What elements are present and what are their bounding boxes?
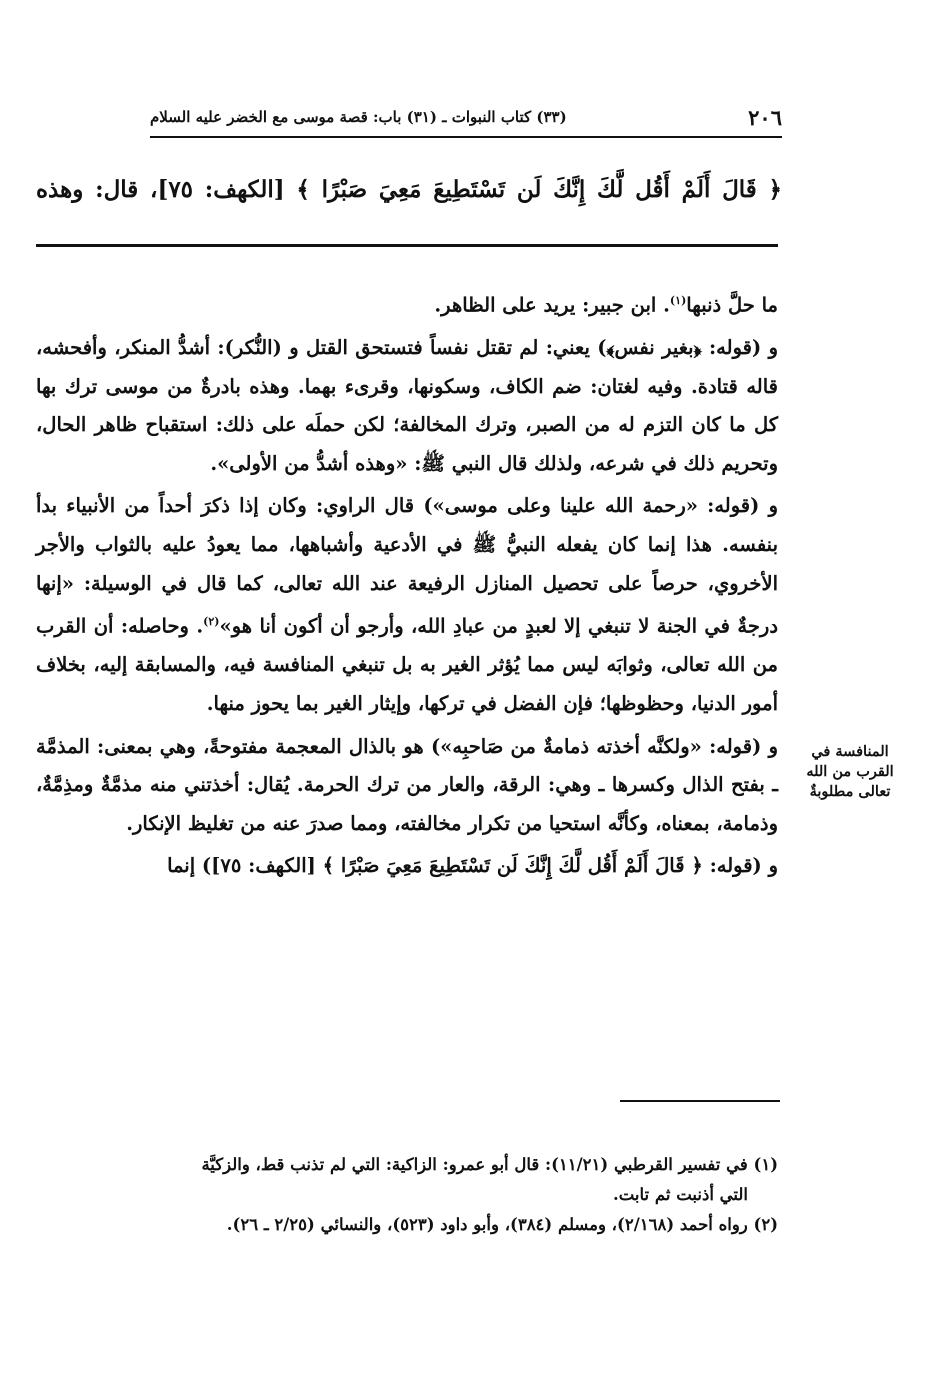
footnote-ref-1[interactable]: (١) (669, 294, 687, 307)
p1-rest: . ابن جبير: يريد على الظاهر. (434, 293, 670, 317)
margin-note-line-1: المنافسة في (811, 743, 889, 760)
footnote-rule (620, 1100, 780, 1102)
running-title: (٣٣) كتاب النبوات ـ (٣١) باب: قصة موسى مع الخضر عليه السلام (150, 108, 567, 126)
header-rule (150, 136, 782, 138)
margin-note-line-3: تعالى مطلوبةٌ (809, 783, 891, 800)
p3-text-b: . وحاصله: أن القرب من الله تعالى، وثوابَه ليس مما يُؤثر الغير به بل تنبغي المنافسة فيه، والمسابقة إليه، بخلاف أمور الدنيا، وحظوظها؛ فإن الفضل في تركها، وإيثار الغير بما يحوز منها. (36, 614, 778, 715)
footnote-ref-2[interactable]: (٢) (203, 615, 220, 629)
paragraph-5: و (قوله: ﴿ قَالَ أَلَمْ أَقُل لَّكَ إِنَّكَ لَن تَسْتَطِيعَ مَعِيَ صَبْرًا ﴾ [الكهف: ٧٥]) إنما (167, 854, 778, 878)
commentary-body (36, 282, 778, 890)
margin-note-line-2: القرب من الله (806, 763, 894, 780)
footnotes (36, 1150, 778, 1240)
footnote-2: (٢) رواه أحمد (٢/١٦٨)، ومسلم (٣٨٤)، وأبو داود (٥٢٣)، والنسائي (٢/٢٥ ـ ٢٦). (226, 1215, 778, 1234)
paragraph-2: و (قوله: ﴿بغير نفس﴾) يعني: لم تقتل نفساً فتستحق القتل و (النُّكر): أشدُّ المنكر، وأفحشه، قاله قتادة. وفيه لغتان: ضم الكاف، وسكونها، وقرىء بهما. وهذه بادرةٌ من موسى ترك بها كل ما كان التزم له من الصبر، وترك المخالفة؛ لكن حملَه على ذلك: استقباح ظاهر الحال، وتحريم ذلك في شرعه، ولذلك قال النبي ﷺ: «وهذه أشدُّ من الأولى». (36, 336, 778, 475)
footnote-1-continued: التي أذنبت ثم تابت. (612, 1185, 748, 1204)
paragraph-4: و (قوله: «ولكنَّه أخذته ذمامةٌ من صَاحبِه») هو بالذال المعجمة مفتوحةً، وهي بمعنى: المذمَّة ـ بفتح الذال وكسرها ـ وهي: الرقة، والعار من ترك الحرمة. يُقال: أخذتني منه مذمَّةٌ ومذِمَّةٌ، وذمامة، بمعناه، وكأنَّه استحيا من تكرار مخالفته، ومما صدرَ عنه من تغليظ الإنكار. (36, 734, 778, 835)
paragraph-3 (36, 487, 778, 723)
p3-text-a: و (قوله: «رحمة الله علينا وعلى موسى») قال الراوي: وكان إذا ذكرَ أحداً من الأنبياء بدأ بنفسه. هذا إنما كان يفعله النبيُّ ﷺ في الأدعية وأشباهها، مما يعودُ عليه بالثواب والأجر الأخروي، حرصاً على تحصيل المنازل الرفيعة عند الله تعالى، كما قال في الوسيلة: «إنها درجةٌ في الجنة لا تنبغي إلا لعبدٍ من عبادِ الله، وأرجو أن أكون أنا هو» (36, 494, 779, 638)
paragraph-1 (36, 282, 778, 325)
p1-text: ما حلَّ ذنبها (686, 293, 778, 317)
page-number: ٢٠٦ (748, 104, 782, 130)
margin-note (788, 742, 912, 802)
carryover-verse-line: ﴿ قَالَ أَلَمْ أَقُل لَّكَ إِنَّكَ لَن تَسْتَطِيعَ مَعِيَ صَبْرًا ﴾ [الكهف: ٧٥]، قال: وهذه (36, 176, 782, 203)
running-header (150, 104, 782, 130)
section-divider (36, 244, 778, 247)
footnote-1: (١) في تفسير القرطبي (١١/٢١): قال أبو عمرو: الزاكية: التي لم تذنب قط، والزكيَّة (201, 1155, 778, 1174)
